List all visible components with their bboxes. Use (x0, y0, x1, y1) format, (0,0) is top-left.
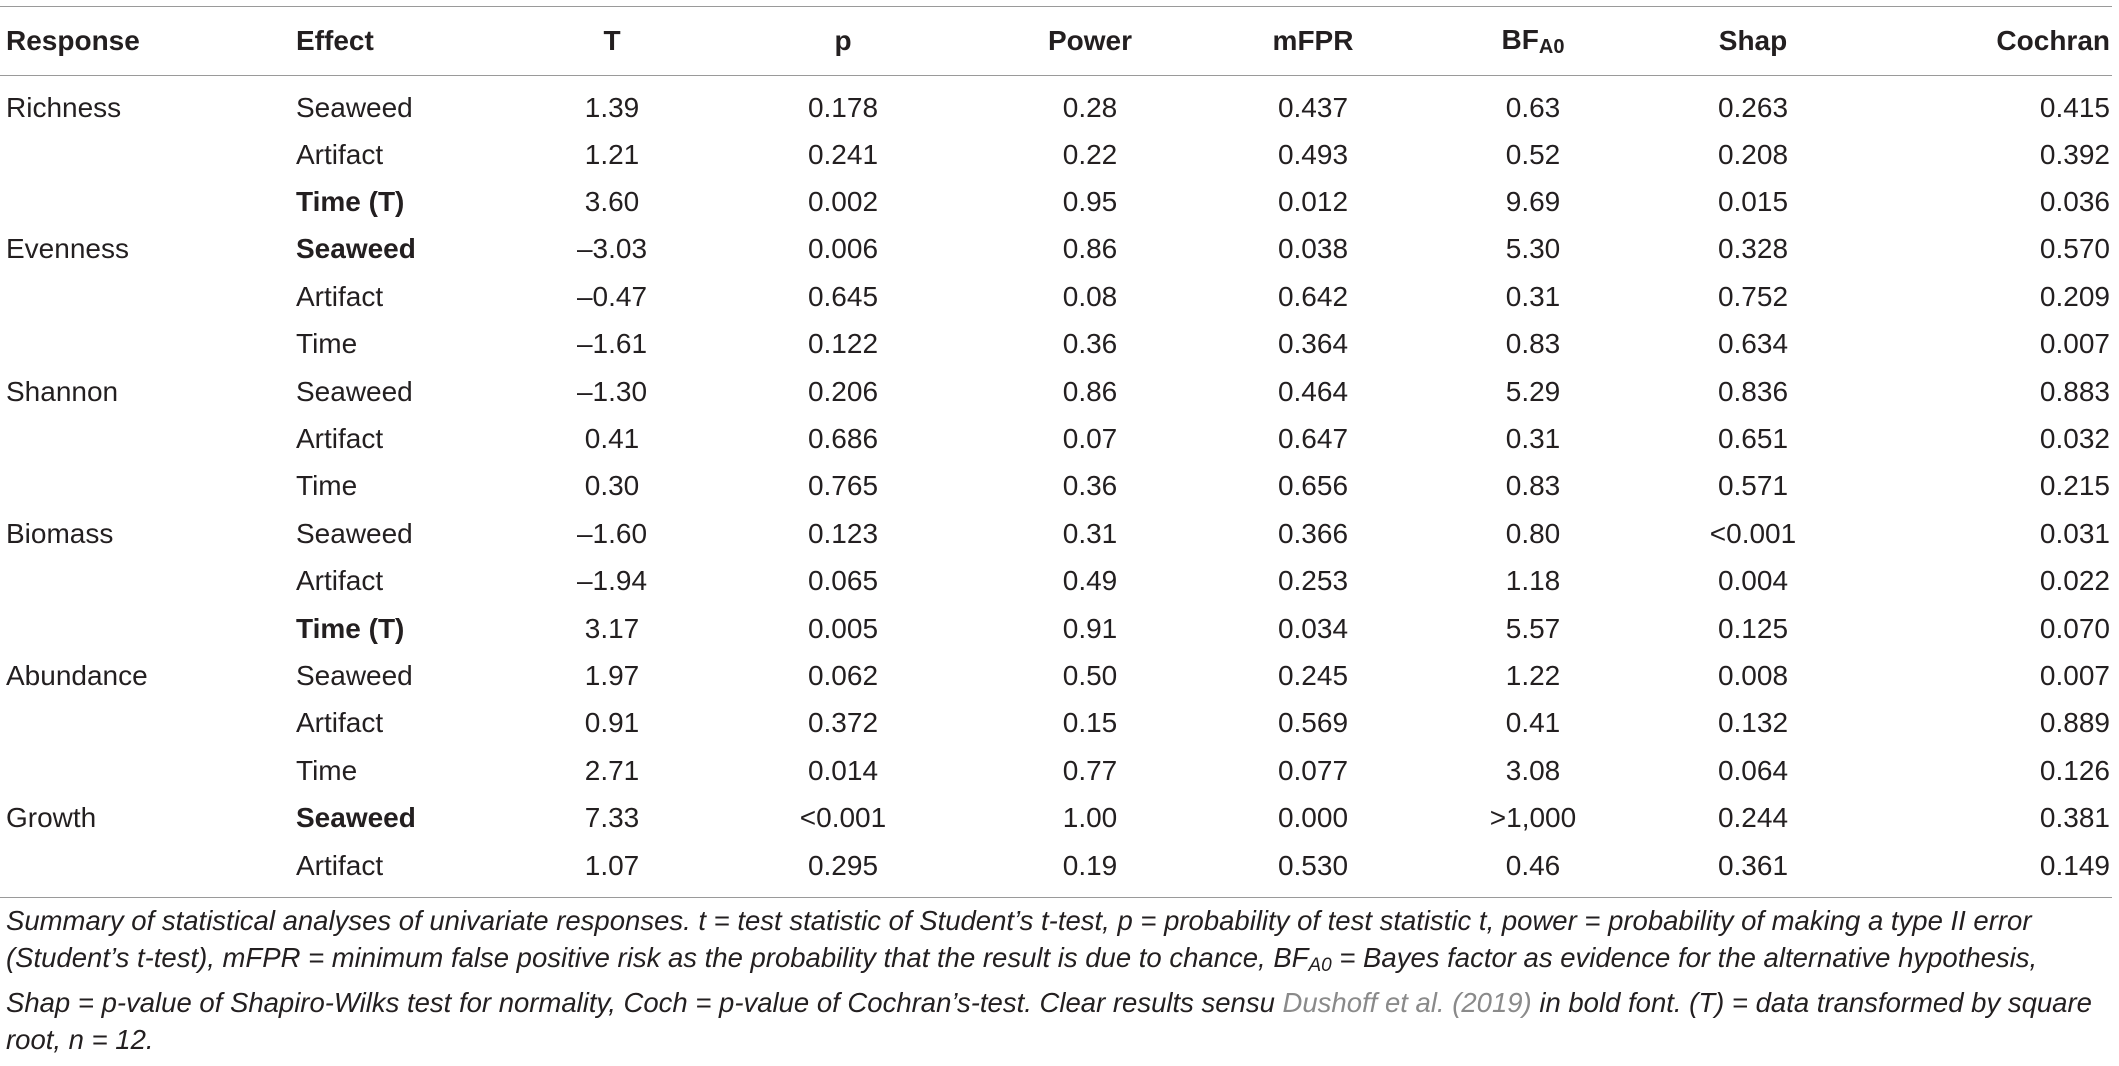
cell-response (0, 415, 296, 462)
cell-response (0, 842, 296, 898)
cell-response (0, 700, 296, 747)
cell-mfpr: 0.464 (1277, 375, 1349, 407)
table-footnote (6, 902, 2106, 1058)
cell-bf: 5.29 (1505, 375, 1561, 407)
cell-t: 0.30 (584, 470, 640, 502)
cell-p: 0.005 (807, 612, 879, 644)
cell-shap: 0.571 (1717, 470, 1789, 502)
header-bf (1426, 7, 1640, 76)
cell-cochran: 0.149 (1866, 842, 2112, 898)
cell-power: 0.22 (1062, 138, 1118, 170)
table-row (0, 605, 2112, 652)
cell-bf: 5.57 (1505, 612, 1561, 644)
cell-response (0, 558, 296, 605)
cell-effect: Seaweed (296, 91, 413, 123)
cell-cochran: 0.032 (2039, 423, 2110, 455)
cell-effect: Time (296, 328, 358, 360)
cell-cochran: 0.215 (2039, 470, 2110, 502)
cell-power: 0.50 (1062, 659, 1118, 691)
cell-power: 0.95 (1062, 186, 1118, 218)
cell-mfpr: 0.077 (1277, 754, 1349, 786)
table-row (0, 747, 2112, 794)
cell-bf: 3.08 (1505, 754, 1561, 786)
cell-p: 0.295 (706, 842, 980, 898)
cell-p: 0.206 (807, 375, 879, 407)
cell-mfpr: 0.000 (1277, 802, 1349, 834)
table-row (0, 510, 2112, 557)
cell-shap: 0.064 (1717, 754, 1789, 786)
cell-shap: 0.634 (1717, 328, 1789, 360)
cell-effect: Artifact (296, 423, 384, 455)
cell-bf: >1,000 (1489, 802, 1577, 834)
cell-power: 0.15 (1062, 707, 1118, 739)
cell-cochran: 0.209 (2039, 280, 2110, 312)
cell-shap: 0.125 (1717, 612, 1789, 644)
cell-p: 0.372 (807, 707, 879, 739)
cell-effect: Artifact (296, 842, 518, 898)
cell-p: 0.062 (807, 659, 879, 691)
cell-t: 3.60 (584, 186, 640, 218)
table-row (0, 652, 2112, 699)
cell-shap: 0.328 (1717, 233, 1789, 265)
cell-shap: <0.001 (1709, 517, 1797, 549)
cell-p: 0.241 (807, 138, 879, 170)
table-row (0, 226, 2112, 273)
cell-shap: 0.752 (1717, 280, 1789, 312)
cell-t: 1.39 (584, 91, 640, 123)
cell-power: 0.86 (1062, 375, 1118, 407)
header-t: T (518, 7, 706, 76)
cell-cochran: 0.022 (2039, 565, 2110, 597)
cell-effect: Time (T) (296, 612, 405, 644)
cell-mfpr: 0.656 (1277, 470, 1349, 502)
cell-bf: 9.69 (1505, 186, 1561, 218)
footnote-text-1: Summary of statistical analyses of univariate responses. t = test statistic of Student’s t-test, p = probability of test statistic t, power = probability of making a type II error (Student’s t-test), mFPR = minimum false positive risk as the probability that the result is due to chance, BF (6, 905, 2032, 973)
cell-response (0, 131, 296, 178)
header-mfpr: mFPR (1200, 7, 1426, 76)
table-row (0, 273, 2112, 320)
cell-bf: 1.18 (1505, 565, 1561, 597)
cell-response (0, 747, 296, 794)
cell-cochran: 0.883 (2039, 375, 2110, 407)
header-p: p (706, 7, 980, 76)
cell-p: 0.014 (807, 754, 879, 786)
cell-effect: Seaweed (296, 517, 413, 549)
cell-response: Abundance (6, 659, 148, 691)
cell-bf: 0.83 (1505, 328, 1561, 360)
cell-power: 0.36 (1062, 328, 1118, 360)
cell-t: –1.61 (576, 328, 648, 360)
cell-shap: 0.008 (1717, 659, 1789, 691)
header-bf-subscript: A0 (1538, 35, 1565, 58)
table-row (0, 321, 2112, 368)
cell-power: 0.19 (980, 842, 1200, 898)
cell-t: –3.03 (576, 233, 648, 265)
cell-effect: Time (296, 754, 358, 786)
cell-effect: Seaweed (296, 375, 413, 407)
cell-t: 0.91 (584, 707, 640, 739)
cell-bf: 1.22 (1505, 659, 1561, 691)
cell-power: 0.49 (1062, 565, 1118, 597)
cell-shap: 0.004 (1717, 565, 1789, 597)
cell-power: 0.77 (1062, 754, 1118, 786)
cell-response: Shannon (6, 375, 119, 407)
cell-mfpr: 0.245 (1277, 659, 1349, 691)
cell-response (0, 273, 296, 320)
cell-bf: 0.52 (1505, 138, 1561, 170)
cell-power: 0.08 (1062, 280, 1118, 312)
table-row (0, 178, 2112, 225)
table-row (0, 558, 2112, 605)
cell-p: 0.122 (807, 328, 879, 360)
header-cochran: Cochran (1866, 7, 2112, 76)
cell-effect: Artifact (296, 565, 384, 597)
cell-t: 1.97 (584, 659, 640, 691)
cell-shap: 0.208 (1717, 138, 1789, 170)
cell-mfpr: 0.493 (1277, 138, 1349, 170)
cell-bf: 0.80 (1505, 517, 1561, 549)
cell-response (0, 321, 296, 368)
cell-response (0, 605, 296, 652)
cell-p: 0.686 (807, 423, 879, 455)
table-row (0, 794, 2112, 841)
cell-cochran: 0.070 (2039, 612, 2110, 644)
table-row (0, 131, 2112, 178)
cell-shap: 0.361 (1640, 842, 1866, 898)
footnote-text-3: in bold font. (T) = data transformed by square root, n = 12. (6, 987, 2092, 1055)
cell-mfpr: 0.366 (1277, 517, 1349, 549)
cell-p: <0.001 (799, 802, 887, 834)
cell-cochran: 0.415 (2039, 91, 2110, 123)
header-row (0, 7, 2112, 76)
cell-power: 0.86 (1062, 233, 1118, 265)
statistics-table (0, 6, 2112, 898)
cell-cochran: 0.392 (2039, 138, 2110, 170)
cell-t: –1.94 (576, 565, 648, 597)
cell-p: 0.065 (807, 565, 879, 597)
cell-mfpr: 0.647 (1277, 423, 1349, 455)
table-row (0, 463, 2112, 510)
cell-mfpr: 0.034 (1277, 612, 1349, 644)
citation-link[interactable]: Dushoff et al. (2019) (1282, 987, 1532, 1018)
header-response: Response (0, 7, 296, 76)
cell-shap: 0.836 (1717, 375, 1789, 407)
cell-shap: 0.244 (1717, 802, 1789, 834)
cell-cochran: 0.889 (2039, 707, 2110, 739)
footnote-bf-subscript: A0 (1308, 955, 1332, 976)
header-shap: Shap (1640, 7, 1866, 76)
cell-cochran: 0.570 (2039, 233, 2110, 265)
cell-shap: 0.132 (1717, 707, 1789, 739)
cell-response: Growth (6, 802, 97, 834)
cell-cochran: 0.031 (2039, 517, 2110, 549)
cell-t: 0.41 (584, 423, 640, 455)
cell-p: 0.006 (807, 233, 879, 265)
cell-bf: 0.63 (1505, 91, 1561, 123)
cell-cochran: 0.007 (2039, 659, 2110, 691)
cell-bf: 0.41 (1505, 707, 1561, 739)
table-row (0, 842, 2112, 898)
table-row (0, 700, 2112, 747)
cell-p: 0.178 (807, 91, 879, 123)
cell-cochran: 0.381 (2039, 802, 2110, 834)
cell-power: 0.36 (1062, 470, 1118, 502)
cell-bf: 0.83 (1505, 470, 1561, 502)
cell-t: –1.30 (576, 375, 648, 407)
cell-response: Evenness (6, 233, 129, 265)
table-row (0, 415, 2112, 462)
table-header (0, 7, 2112, 76)
header-power: Power (980, 7, 1200, 76)
cell-effect: Time (T) (296, 186, 405, 218)
cell-t: 1.07 (518, 842, 706, 898)
cell-power: 0.07 (1062, 423, 1118, 455)
cell-response: Richness (6, 91, 122, 123)
table-row (0, 76, 2112, 132)
cell-effect: Artifact (296, 707, 384, 739)
cell-bf: 5.30 (1505, 233, 1561, 265)
cell-t: 7.33 (584, 802, 640, 834)
cell-p: 0.002 (807, 186, 879, 218)
footnote-text-2: = Bayes factor as evidence for the alternative hypothesis, Shap = p-value of Shapiro-Wilks test for normality, Coch = p-value of Cochran’s-test. Clear results sensu (6, 942, 2038, 1018)
cell-mfpr: 0.364 (1277, 328, 1349, 360)
cell-effect: Seaweed (296, 659, 413, 691)
cell-bf: 0.31 (1505, 423, 1561, 455)
cell-cochran: 0.036 (2039, 186, 2110, 218)
cell-mfpr: 0.012 (1277, 186, 1349, 218)
cell-t: 3.17 (584, 612, 640, 644)
cell-power: 1.00 (1062, 802, 1118, 834)
cell-power: 0.91 (1062, 612, 1118, 644)
cell-effect: Seaweed (296, 802, 416, 834)
cell-t: –1.60 (576, 517, 648, 549)
table-body (0, 76, 2112, 898)
cell-mfpr: 0.530 (1200, 842, 1426, 898)
cell-p: 0.645 (807, 280, 879, 312)
cell-mfpr: 0.038 (1277, 233, 1349, 265)
cell-shap: 0.015 (1717, 186, 1789, 218)
table-row (0, 368, 2112, 415)
cell-bf: 0.31 (1505, 280, 1561, 312)
cell-bf: 0.46 (1426, 842, 1640, 898)
cell-mfpr: 0.642 (1277, 280, 1349, 312)
cell-shap: 0.263 (1717, 91, 1789, 123)
header-bf-main: BF (1501, 23, 1539, 55)
cell-p: 0.123 (807, 517, 879, 549)
cell-t: 1.21 (584, 138, 640, 170)
header-effect: Effect (296, 7, 518, 76)
cell-effect: Artifact (296, 138, 384, 170)
cell-t: –0.47 (576, 280, 648, 312)
cell-cochran: 0.126 (2039, 754, 2110, 786)
cell-p: 0.765 (807, 470, 879, 502)
cell-shap: 0.651 (1717, 423, 1789, 455)
cell-effect: Artifact (296, 280, 384, 312)
cell-mfpr: 0.569 (1277, 707, 1349, 739)
cell-power: 0.28 (1062, 91, 1118, 123)
cell-t: 2.71 (584, 754, 640, 786)
cell-response: Biomass (6, 517, 114, 549)
cell-response (0, 463, 296, 510)
cell-mfpr: 0.253 (1277, 565, 1349, 597)
cell-power: 0.31 (1062, 517, 1118, 549)
cell-response (0, 178, 296, 225)
cell-cochran: 0.007 (2039, 328, 2110, 360)
cell-effect: Time (296, 470, 358, 502)
cell-mfpr: 0.437 (1277, 91, 1349, 123)
cell-effect: Seaweed (296, 233, 416, 265)
